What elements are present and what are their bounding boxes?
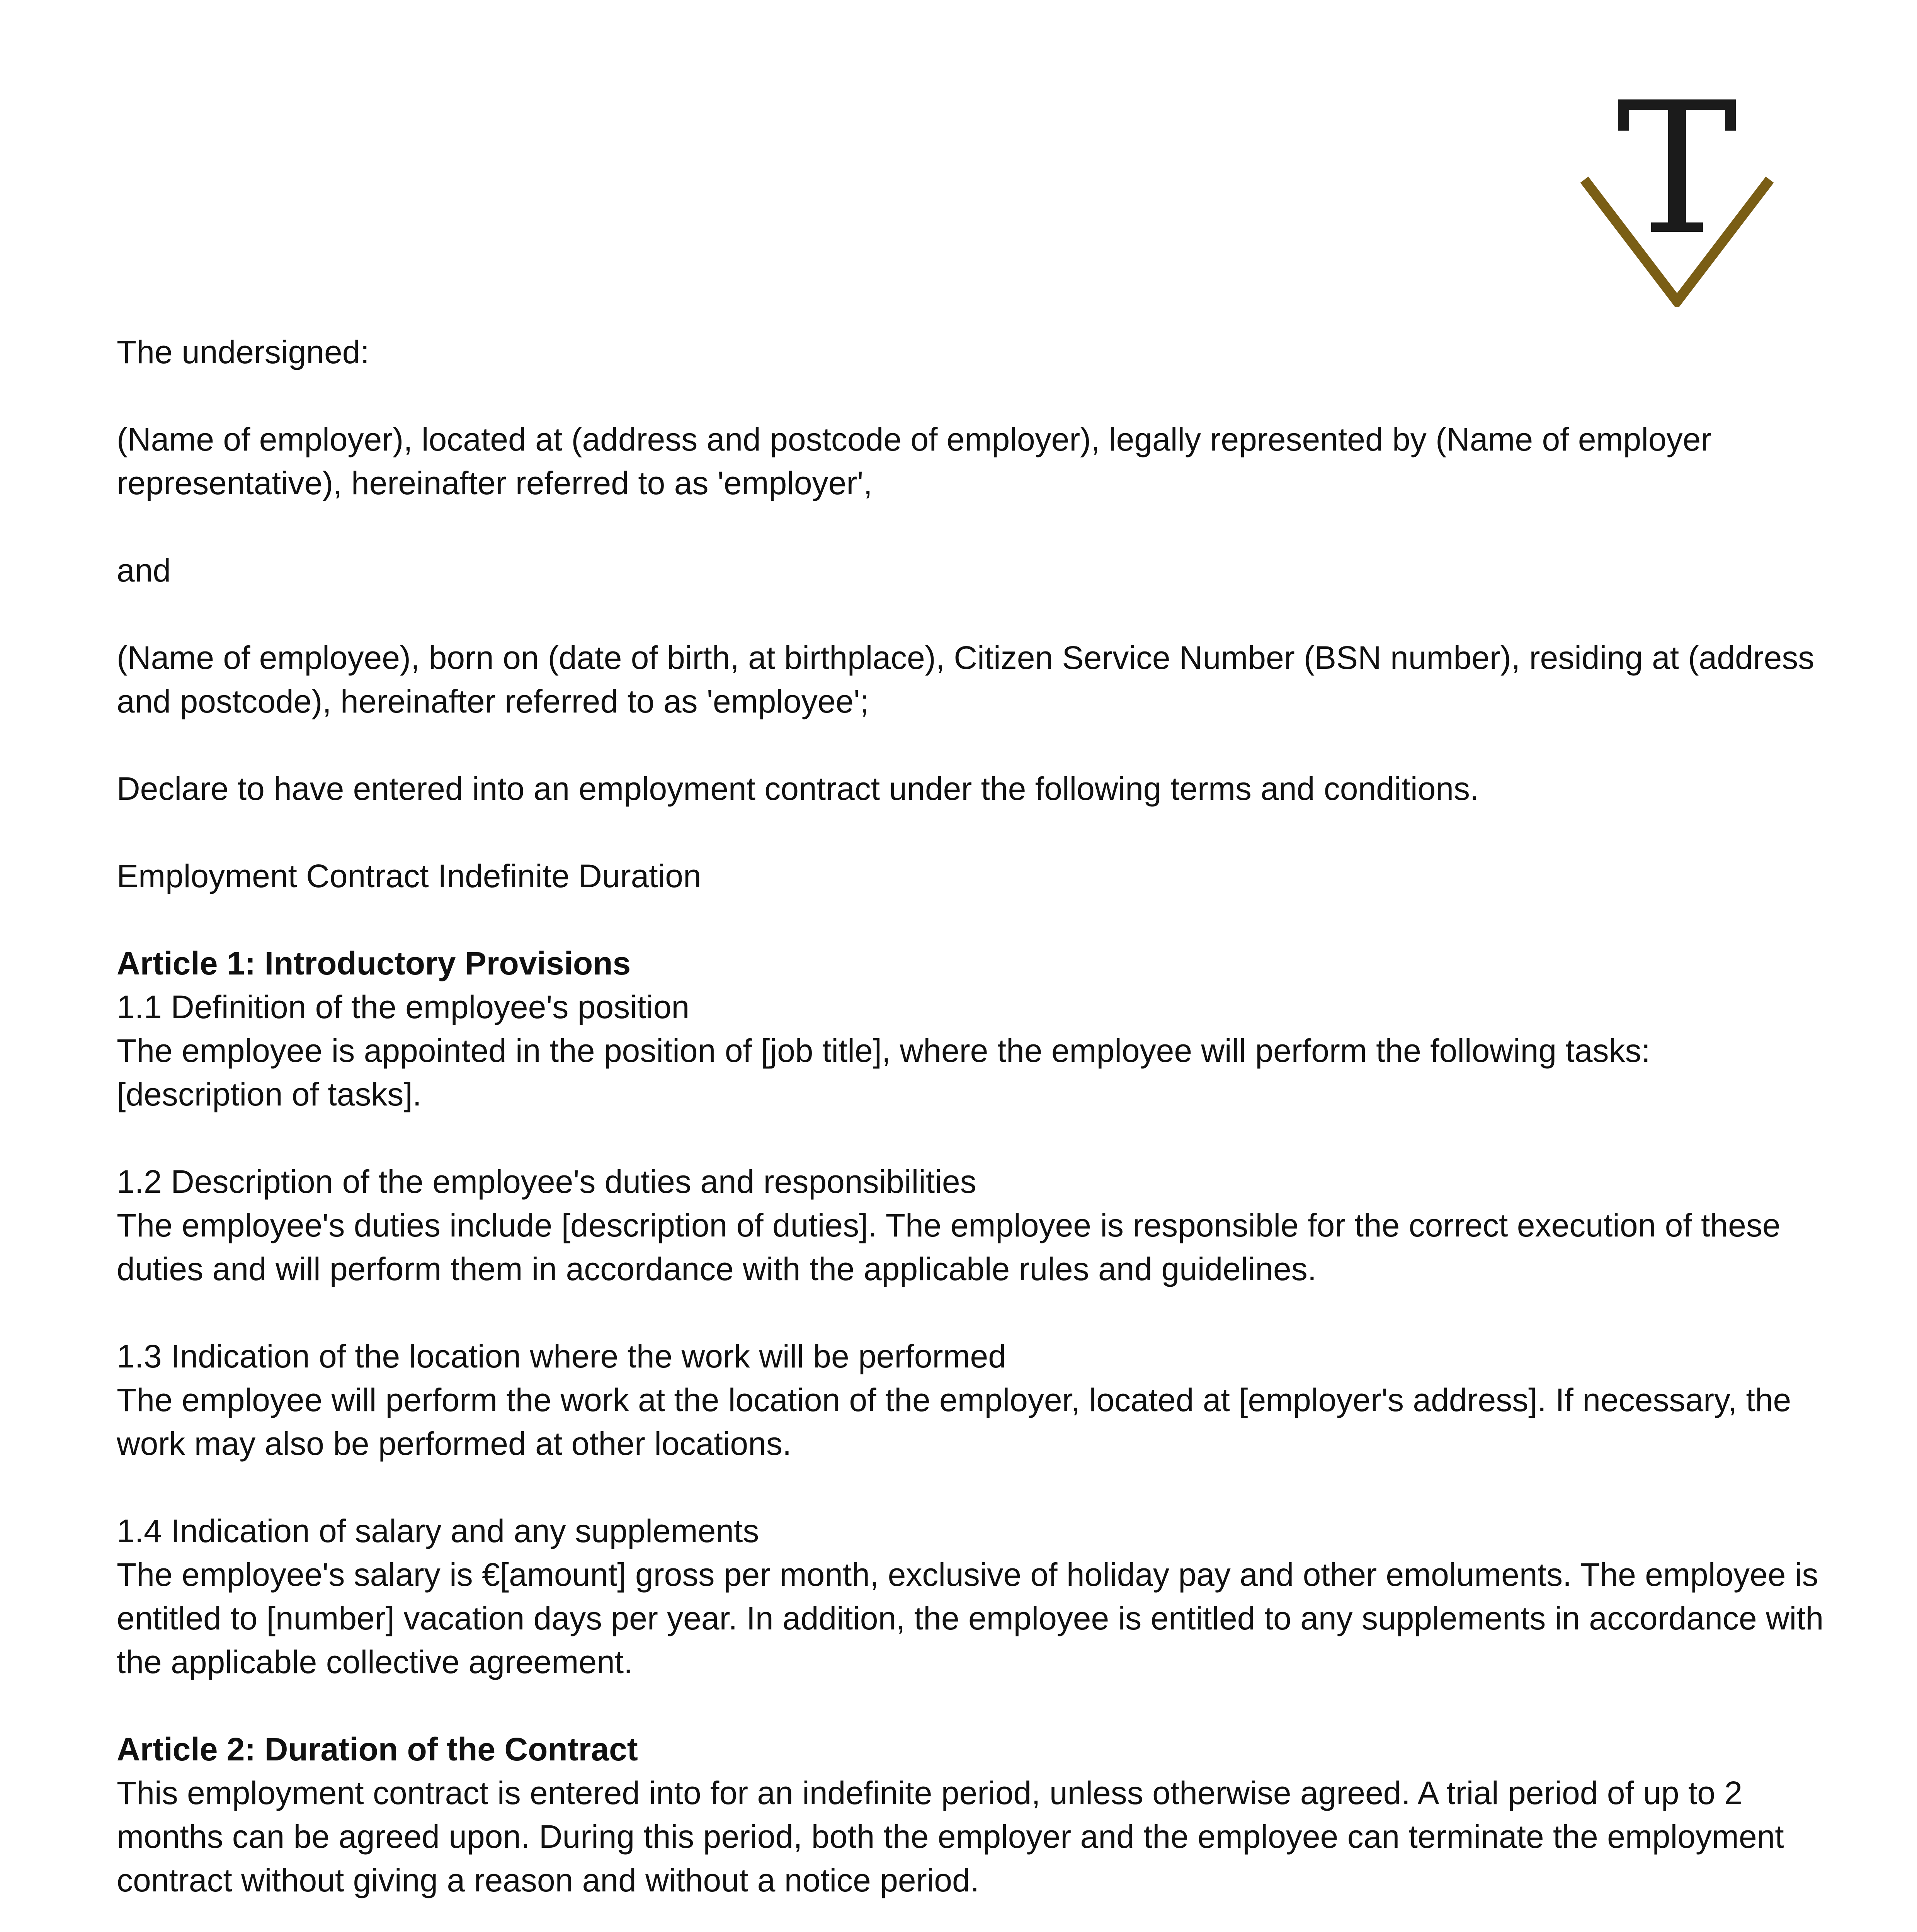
- section-1-3-title: 1.3 Indication of the location where the work will be performed: [117, 1338, 1006, 1374]
- contract-document: [117, 330, 1825, 1932]
- article-2-text: This employment contract is entered into for an indefinite period, unless otherwise agreed. A trial period of up to 2 months can be agreed upon. During this period, both the employer and the employee can terminate the employment contract without giving a reason and without a notice period.: [117, 1775, 1784, 1898]
- logo-letter: T: [1616, 99, 1738, 275]
- section-1-1-text: The employee is appointed in the position of [job title], where the employee will perform the following tasks: [description of tasks].: [117, 1032, 1650, 1112]
- section-1-4-text: The employee's salary is €[amount] gross per month, exclusive of holiday pay and other emoluments. The employee is entitled to [number] vacation days per year. In addition, the employee is entitled to any supplements in accordance with the applicable collective agreement.: [117, 1556, 1824, 1680]
- article-1-heading: Article 1: Introductory Provisions: [117, 945, 631, 981]
- intro-employee: (Name of employee), born on (date of birth, at birthplace), Citizen Service Number (BSN number), residing at (address and postcode), hereinafter referred to as 'employee';: [117, 639, 1815, 719]
- section-1-1-title: 1.1 Definition of the employee's position: [117, 989, 690, 1025]
- intro-declaration: Declare to have entered into an employment contract under the following terms and conditions.: [117, 770, 1479, 807]
- section-1-4-title: 1.4 Indication of salary and any supplements: [117, 1513, 759, 1549]
- section-1-2-text: The employee's duties include [description of duties]. The employee is responsible for the correct execution of these duties and will perform them in accordance with the applicable rules and guidelines.: [117, 1207, 1781, 1287]
- article-1-section-2: [117, 1160, 1825, 1291]
- section-1-3-text: The employee will perform the work at the location of the employer, located at [employer's address]. If necessary, the work may also be performed at other locations.: [117, 1382, 1791, 1462]
- company-logo: [1577, 99, 1778, 307]
- article-1-section-3: [117, 1335, 1825, 1466]
- section-1-2-title: 1.2 Description of the employee's duties and responsibilities: [117, 1163, 976, 1200]
- intro-and: and: [117, 552, 171, 588]
- article-1-section-4: [117, 1509, 1825, 1684]
- contract-title: Employment Contract Indefinite Duration: [117, 858, 701, 894]
- intro-employer: (Name of employer), located at (address and postcode of employer), legally represented by (Name of employer representative), hereinafter referred to as 'employer',: [117, 421, 1712, 501]
- intro-undersigned: The undersigned:: [117, 334, 369, 370]
- article-2-heading: Article 2: Duration of the Contract: [117, 1731, 638, 1767]
- article-1-section-1: [117, 942, 1825, 1116]
- article-2: [117, 1728, 1825, 1902]
